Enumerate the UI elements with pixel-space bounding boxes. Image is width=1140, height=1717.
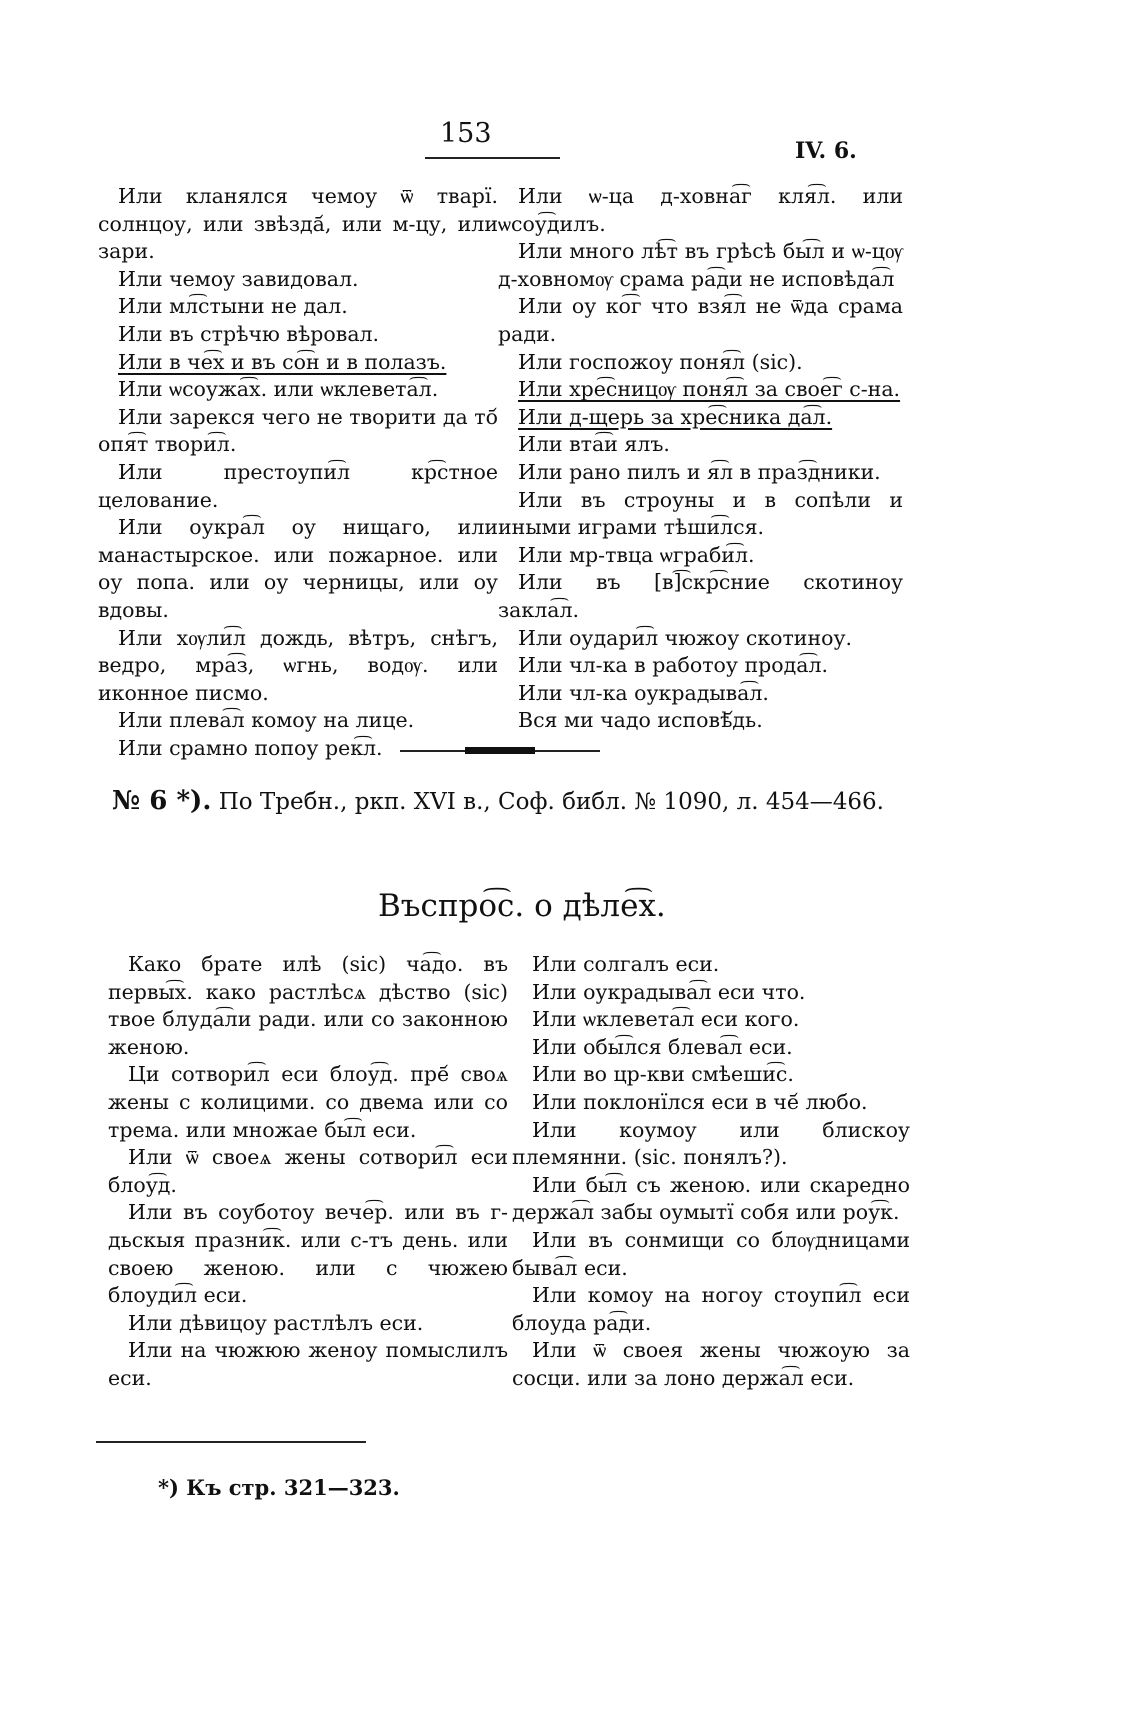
page-number: 153 bbox=[440, 118, 492, 149]
text-line: Или кланялся чемоу ѿ тварї. солнцоу, или звѣзда᷄, или м-цу, или зари. bbox=[98, 184, 498, 264]
top-left-column bbox=[98, 183, 498, 762]
text-line: Или госпожоу поня͡л (sic). bbox=[518, 349, 803, 374]
text-line: Или во цр-кви смѣеши͡с. bbox=[532, 1062, 794, 1087]
text-line: Или много лѣ͡т въ грѣсѣ бы͡л и ѡ-цѹ д-ховномѹ срама ра͡ди не исповѣда͡л bbox=[498, 239, 903, 291]
text-line-underlined: Или в че͡х и въ со͡н и в полазъ. bbox=[118, 349, 447, 374]
bottom-left-column bbox=[108, 951, 508, 1393]
top-right-column bbox=[498, 183, 903, 735]
bottom-right-column bbox=[512, 951, 910, 1393]
text-line: Или ѡсоужа͡х. или ѡклевета͡л. bbox=[118, 377, 439, 402]
text-line: Или оукра͡л оу нищаго, или манастырское. или пожарное. или оу попа. или оу черницы, или оу вдовы. bbox=[98, 515, 498, 622]
text-line: Или срамно попоу рек͡л. bbox=[118, 735, 383, 760]
text-line: Или ѡклевета͡л еси кого. bbox=[532, 1007, 800, 1032]
text-line: Или поклонїлся еси в че᷄ любо. bbox=[532, 1089, 868, 1114]
page-number-rule bbox=[425, 157, 560, 159]
text-line: Или чл-ка в работоу прода͡л. bbox=[518, 653, 828, 678]
text-line: Или рано пилъ и я͡л в праз͡дники. bbox=[518, 459, 881, 484]
text-line: Или зарекся чего не творити да то᷄ опя͡т твори͡л. bbox=[98, 404, 498, 457]
text-line: Или ѿ своея жены чюжоую за сосци. или за лоно держа͡л еси. bbox=[512, 1338, 910, 1390]
document-number: № 6 *). bbox=[112, 786, 212, 816]
text-line: Или мр-твца ѡграби͡л. bbox=[518, 542, 755, 567]
text-line: Или на чюжюю женоу помыслилъ еси. bbox=[108, 1338, 508, 1390]
text-line-underlined: Или д-щерь за хре͡сника да͡л. bbox=[518, 404, 833, 429]
text-line: Или солгалъ еси. bbox=[532, 952, 720, 976]
text-line: Или въ соуботоу вече͡р. или въ г-дьскыя празни͡к. или с-тъ день. или своею женою. или с чюжею блоуди͡л еси. bbox=[108, 1200, 508, 1308]
text-line: Или обы͡лся блева͡л еси. bbox=[532, 1034, 793, 1059]
text-line: Или престоупи͡л кр͡стное целование. bbox=[98, 459, 498, 512]
text-line: Вся ми чадо исповѣ᷄дь. bbox=[518, 708, 763, 733]
text-line: Или мл͡стыни не дал. bbox=[118, 294, 348, 319]
text-line: Или въ [в]͡скр͡сние скотиноу закла͡л. bbox=[498, 570, 903, 622]
text-line: Или ѿ своеѧ жены сотвори͡л еси блоу͡д. bbox=[108, 1145, 508, 1197]
section-divider-ornament bbox=[465, 747, 535, 754]
text-line: Или въ стрѣчю вѣровал. bbox=[118, 321, 380, 346]
text-line: Или плева͡л комоу на лице. bbox=[118, 708, 415, 733]
text-line-underlined: Или хре͡сницѹ поня͡л за свое͡г с-на. bbox=[518, 377, 901, 402]
text-line: Како брате илѣ (sic) ча͡до. въ первы͡х. како растлѣсѧ дѣство (sic) твое блуда͡ли ради. или со законною женою. bbox=[108, 952, 508, 1059]
footnote: *) Къ стр. 321—323. bbox=[158, 1475, 400, 1500]
text-line: Или бы͡л съ женою. или скаредно держа͡л забы оумытї собя или роу͡к. bbox=[512, 1172, 910, 1225]
text-line: Или въ сонмищи со блѹдницами быва͡л еси. bbox=[512, 1227, 910, 1280]
section-title: Въспро͡с. о дѣле͡х. bbox=[378, 888, 666, 924]
text-line: Или хѹли͡л дождь, вѣтръ, снѣгъ, ведро, мра͡з, ѡгнь, водѹ. или иконное писмо. bbox=[98, 625, 498, 705]
text-line: Или дѣвицоу растлѣлъ еси. bbox=[128, 1310, 424, 1335]
signature-mark: IV. 6. bbox=[795, 138, 857, 164]
text-line: Или комоу на ногоу стоупи͡л еси блоуда ра͡ди. bbox=[512, 1283, 910, 1335]
footnote-rule bbox=[96, 1441, 366, 1443]
text-line: Или ѡ-ца д-ховна͡г кля͡л. или ѡсоу͡дилъ. bbox=[498, 184, 903, 236]
text-line: Или вта͡и ялъ. bbox=[518, 432, 670, 457]
text-line: Или чемоу завидовал. bbox=[118, 266, 359, 291]
text-line: Или коумоу или блискоу племянни. (sic. понялъ?). bbox=[512, 1117, 910, 1170]
source-heading bbox=[112, 786, 884, 816]
text-line: Или чл-ка оукрадыва͡л. bbox=[518, 680, 769, 705]
text-line: Или оудари͡л чюжоу скотиноу. bbox=[518, 625, 853, 650]
text-line: Или оукрадыва͡л еси что. bbox=[532, 979, 806, 1004]
source-description: По Требн., ркп. XVI в., Соф. библ. № 1090, л. 454—466. bbox=[218, 789, 884, 815]
text-line: Или въ строуны и в сопѣли и иными играми тѣши͡лся. bbox=[498, 487, 903, 540]
text-line: Или оу ко͡г что взя͡л не ѿда срама ради. bbox=[498, 294, 903, 346]
text-line: Ци сотвори͡л еси блоу͡д. пре᷄ своѧ жены с колицими. со двема или со трема. или множае бы͡л еси. bbox=[108, 1062, 508, 1142]
